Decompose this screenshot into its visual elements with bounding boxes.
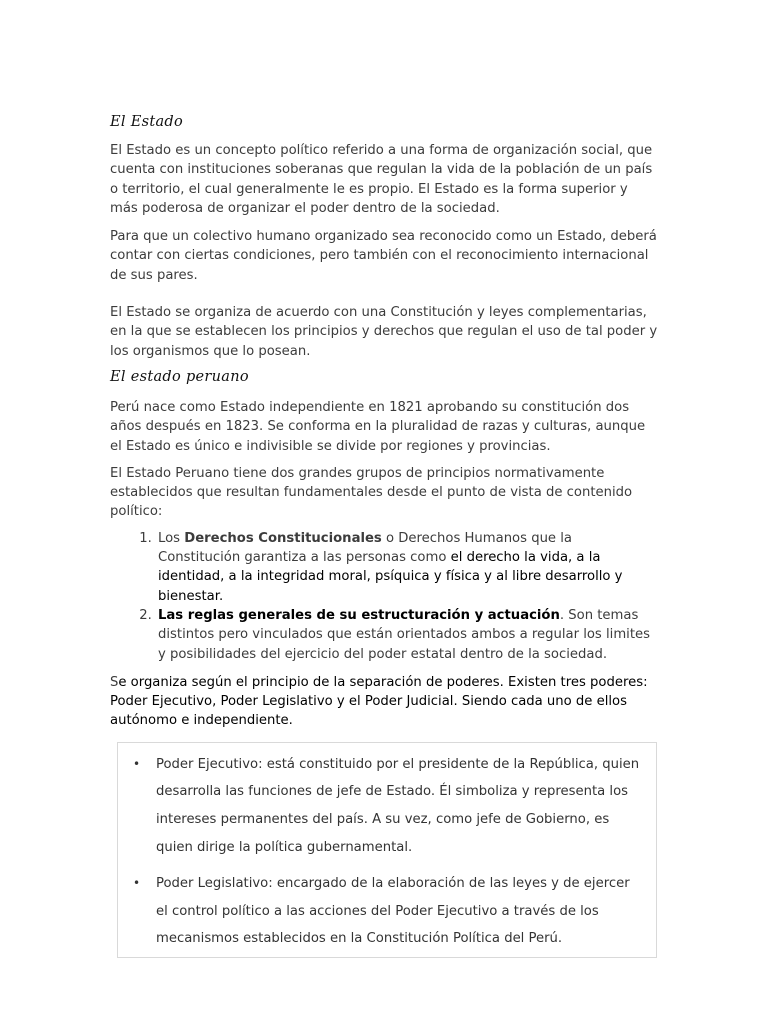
paragraph-poderes bbox=[110, 673, 658, 731]
list-item-prefix: Los bbox=[158, 530, 185, 546]
bullet-icon: • bbox=[133, 876, 141, 891]
bullet-icon: • bbox=[133, 756, 141, 771]
list-item-derechos bbox=[156, 529, 658, 606]
reglas-generales-bold: Las reglas generales de su estructuración y actuación bbox=[158, 607, 560, 623]
derechos-constitucionales-bold: Derechos Constitucionales bbox=[184, 530, 382, 546]
list-item-reglas-rest: . Son temas distintos pero vinculados que están orientados ambos a regular los limites y posibilidades del ejercicio del poder estatal dentro de la sociedad. bbox=[158, 607, 650, 662]
poderes-list bbox=[118, 751, 656, 953]
poderes-box bbox=[117, 742, 657, 958]
paragraph-poderes-initial: S bbox=[110, 674, 119, 690]
list-item-middle: o Derechos Humanos que la Constitución garantiza a las personas como bbox=[158, 530, 572, 566]
principles-list bbox=[110, 529, 658, 664]
list-item-derechos-detail: el derecho la vida, a la identidad, a la integridad moral, psíquica y física y al libre desarrollo y bienestar. bbox=[158, 550, 623, 604]
document-content bbox=[110, 114, 658, 958]
list-item-poder-legislativo bbox=[133, 870, 656, 953]
poder-ejecutivo-text: Poder Ejecutivo: está constituido por el presidente de la República, quien desarrolla las funciones de jefe de Estado. Él simboliza y representa los intereses permanentes del país. A su vez, como jefe de Gobierno, es quien dirige la política gubernamental. bbox=[156, 756, 640, 855]
poder-legislativo-text: Poder Legislativo: encargado de la elaboración de las leyes y de ejercer el control político a las acciones del Poder Ejecutivo a través de los mecanismos establecidos en la Constitución Política del Perú. bbox=[156, 876, 630, 947]
paragraph-poderes-rest: e organiza según el principio de la separación de poderes. Existen tres poderes: Poder Ejecutivo, Poder Legislativo y el Poder Judicial. Siendo cada uno de ellos autónomo e independiente. bbox=[110, 674, 648, 729]
list-item-reglas bbox=[156, 606, 658, 664]
heading-estado-peruano: El estado peruano bbox=[110, 368, 249, 385]
paragraph-intro: El Estado es un concepto político referido a una forma de organización social, que cuenta con instituciones soberanas que regulan la vida de la población de un país o territorio, el cual generalmente le es propio. El Estado es la forma superior y más poderosa de organizar el poder dentro de la sociedad. bbox=[110, 143, 653, 216]
heading-el-estado: El Estado bbox=[110, 114, 184, 130]
paragraph-principios: El Estado Peruano tiene dos grandes grupos de principios normativamente establecidos que resultan fundamentales desde el punto de vista de contenido político: bbox=[110, 465, 633, 520]
paragraph-constitucion: El Estado se organiza de acuerdo con una Constitución y leyes complementarias, en la que se establecen los principios y derechos que regulan el uso de tal poder y los organismos que lo posean. bbox=[110, 305, 658, 359]
paragraph-reconocimiento: Para que un colectivo humano organizado sea reconocido como un Estado, deberá contar con ciertas condiciones, pero también con el reconocimiento internacional de sus pares. bbox=[110, 229, 657, 283]
paragraph-peru: Perú nace como Estado independiente en 1821 aprobando su constitución dos años después en 1823. Se conforma en la pluralidad de razas y culturas, aunque el Estado es único e indivisible se divide por regiones y provincias. bbox=[110, 399, 646, 454]
list-item-poder-ejecutivo bbox=[133, 751, 656, 861]
